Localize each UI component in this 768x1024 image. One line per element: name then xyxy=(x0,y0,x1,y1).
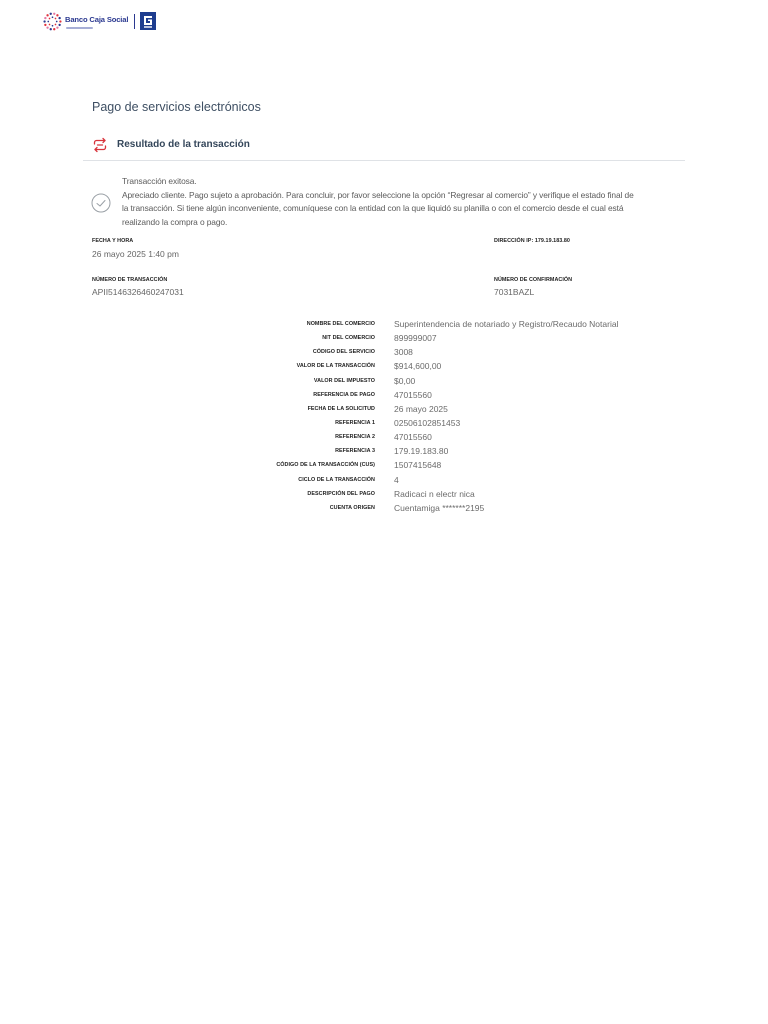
exchange-arrows-icon xyxy=(92,137,108,153)
detail-label: CÓDIGO DE LA TRANSACCIÓN (CUS) xyxy=(276,462,375,469)
detail-label: DESCRIPCIÓN DEL PAGO xyxy=(307,490,375,497)
detail-value: 899999007 xyxy=(394,333,437,344)
brand-tagline-mark xyxy=(66,27,93,29)
detail-row xyxy=(0,473,768,487)
detail-row xyxy=(0,402,768,416)
ip-address: DIRECCIÓN IP: 179.19.183.80 xyxy=(494,238,570,244)
detail-row xyxy=(0,487,768,501)
confirmation-number-value: 7031BAZL xyxy=(494,287,535,297)
notice-line: la transacción. Si tiene algún inconveniente, comuníquese con la entidad con la que liquidó su planilla o con el comercio desde el cual está xyxy=(122,203,624,213)
detail-label: VALOR DEL IMPUESTO xyxy=(313,377,375,384)
detail-row xyxy=(0,430,768,444)
detail-label: REFERENCIA 3 xyxy=(335,448,375,455)
detail-row xyxy=(0,416,768,430)
detail-value: 4 xyxy=(394,474,399,485)
detail-value: 47015560 xyxy=(394,389,432,400)
partner-logo-icon xyxy=(140,12,156,30)
detail-value: $914,600,00 xyxy=(394,361,442,372)
detail-label: CICLO DE LA TRANSACCIÓN xyxy=(298,476,375,483)
detail-label: NIT DEL COMERCIO xyxy=(322,335,375,342)
detail-row xyxy=(0,388,768,402)
detail-value: 179.19.183.80 xyxy=(394,446,449,457)
confirmation-number-label: NÚMERO DE CONFIRMACIÓN xyxy=(494,277,573,283)
detail-label: REFERENCIA 1 xyxy=(335,420,375,427)
detail-row xyxy=(0,374,768,388)
detail-value: Cuentamiga *******2195 xyxy=(394,502,485,513)
detail-label: CÓDIGO DEL SERVICIO xyxy=(312,349,375,356)
notice-line: realizando la compra o pago. xyxy=(122,216,228,227)
detail-value: $0,00 xyxy=(394,375,416,386)
detail-value: Superintendencia de notariado y Registro/Recaudo Notarial xyxy=(394,319,619,330)
detail-row xyxy=(0,458,768,472)
detail-value: 02506102851453 xyxy=(394,418,461,429)
detail-row xyxy=(0,317,768,331)
brand-logo-icon xyxy=(43,12,62,31)
detail-value: 47015560 xyxy=(394,432,432,443)
detail-label: FECHA DE LA SOLICITUD xyxy=(307,405,375,412)
detail-row xyxy=(0,359,768,373)
detail-label: REFERENCIA 2 xyxy=(335,434,375,441)
detail-row xyxy=(0,331,768,345)
detail-row xyxy=(0,345,768,359)
detail-label: CUENTA ORIGEN xyxy=(329,504,375,511)
date-time-value: 26 mayo 2025 1:40 pm xyxy=(92,249,179,259)
brand-name: Banco Caja Social xyxy=(65,15,129,24)
check-circle-icon xyxy=(91,193,111,213)
detail-value: 3008 xyxy=(394,347,413,358)
notice-status: Transacción exitosa. xyxy=(122,176,197,186)
page-title: Pago de servicios electrónicos xyxy=(92,100,261,114)
date-time-label: FECHA Y HORA xyxy=(92,238,134,244)
detail-value: Radicaci n electr nica xyxy=(394,488,475,499)
section-divider xyxy=(83,160,685,161)
detail-value: 1507415648 xyxy=(394,460,442,471)
section-title: Resultado de la transacción xyxy=(117,139,250,150)
detail-row xyxy=(0,501,768,515)
transaction-number-value: APII5146326460247031 xyxy=(92,287,184,297)
transaction-notice xyxy=(122,175,634,229)
detail-label: REFERENCIA DE PAGO xyxy=(313,391,375,398)
detail-row xyxy=(0,444,768,458)
brand-divider xyxy=(134,14,135,29)
detail-label: VALOR DE LA TRANSACCIÓN xyxy=(296,363,375,370)
detail-label: NOMBRE DEL COMERCIO xyxy=(306,321,375,328)
notice-line: Apreciado cliente. Pago sujeto a aprobación. Para concluir, por favor seleccione la opción “Regresar al comercio” y verifique el estado final de xyxy=(122,189,634,200)
transaction-number-label: NÚMERO DE TRANSACCIÓN xyxy=(92,277,168,283)
detail-value: 26 mayo 2025 xyxy=(394,403,448,414)
transaction-details xyxy=(0,317,768,515)
